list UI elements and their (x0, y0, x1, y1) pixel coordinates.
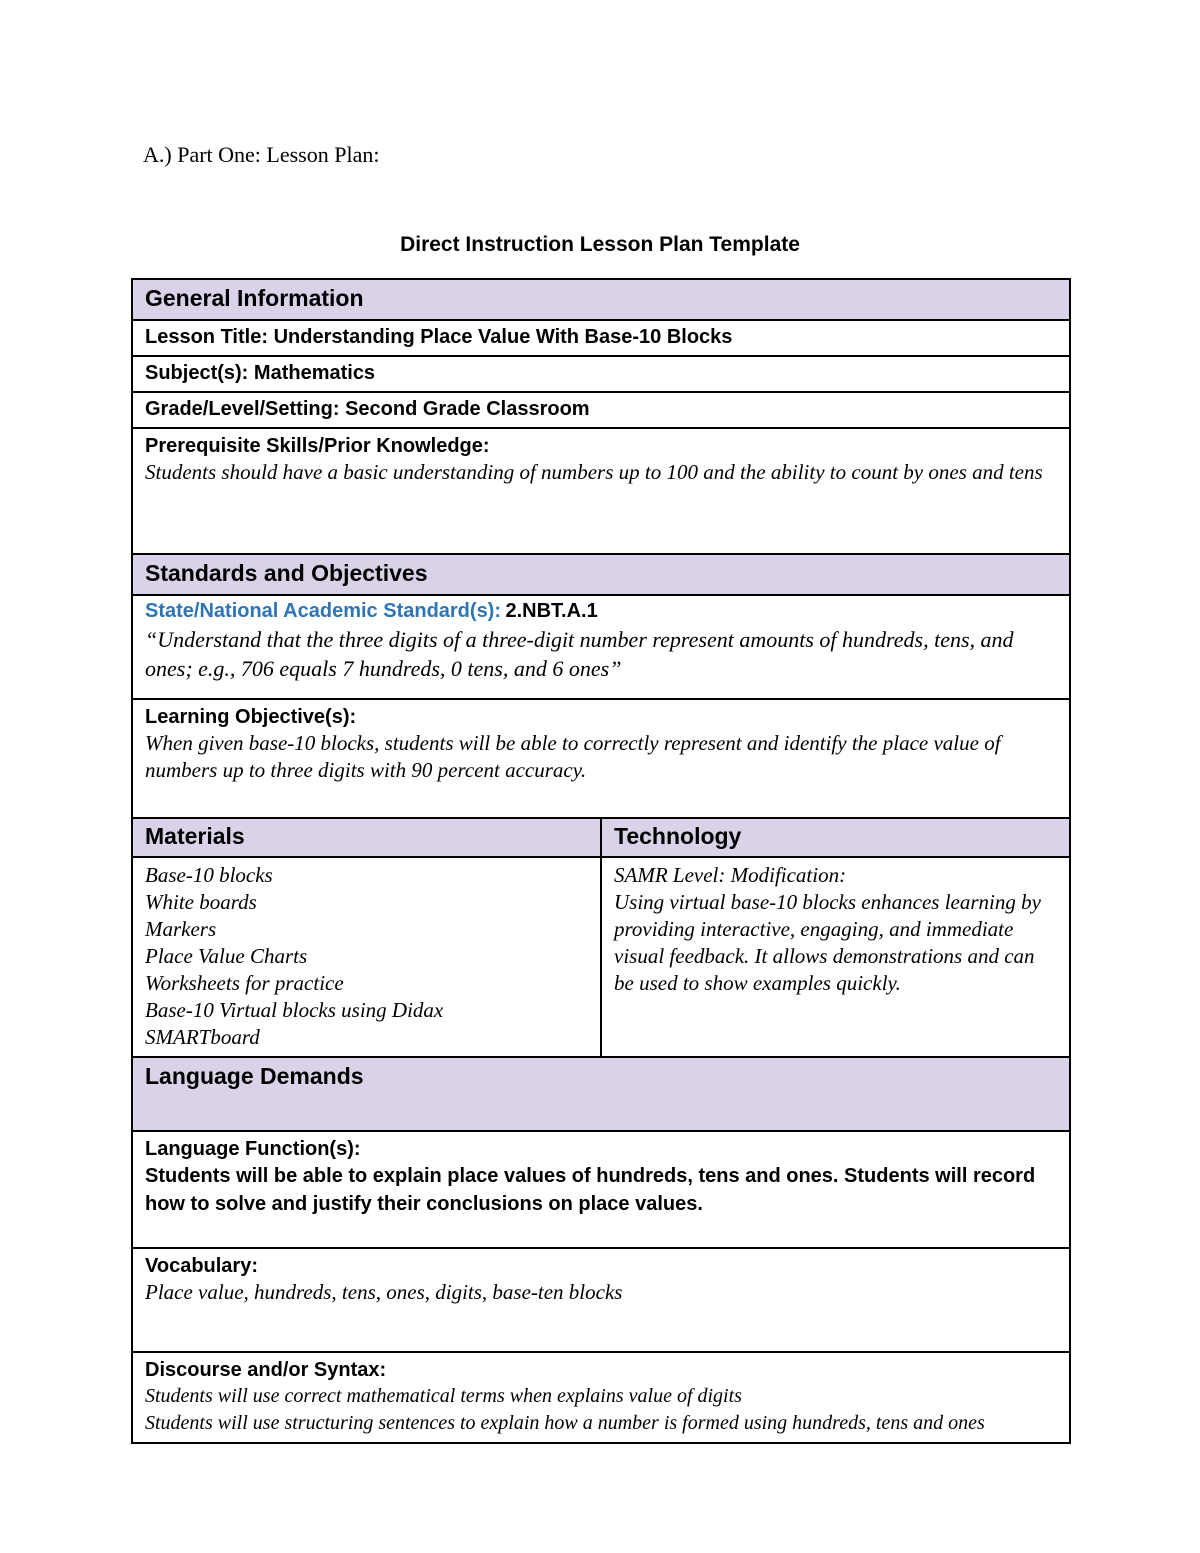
language-function-text: Students will be able to explain place values of hundreds, tens and ones. Students will record how to solve and justify their conclusions on place values. (145, 1165, 1036, 1215)
standard-quote: “Understand that the three digits of a three-digit number represent amounts of hundreds, tens, and ones; e.g., 706 equals 7 hundreds, 0 tens, and 6 ones” (145, 627, 1014, 681)
materials-item: Place Value Charts (145, 944, 308, 968)
technology-samr-label: SAMR Level: Modification: (614, 863, 847, 887)
materials-item: Base-10 blocks (145, 863, 273, 887)
prerequisite-label: Prerequisite Skills/Prior Knowledge: (145, 435, 490, 457)
materials-item: White boards (145, 890, 257, 914)
vocabulary-label: Vocabulary: (145, 1255, 258, 1277)
row-learning-objective (133, 700, 1069, 819)
section-header-technology: Technology (602, 819, 1069, 856)
row-subject (133, 357, 1069, 393)
row-materials-technology-content (133, 858, 1069, 1058)
standard-code: 2.NBT.A.1 (505, 600, 598, 622)
materials-item: SMARTboard (145, 1025, 260, 1049)
subject-value: Mathematics (253, 362, 376, 384)
objective-text: When given base-10 blocks, students will be able to correctly represent and identify the place value of numbers up to three digits with 90 percent accuracy. (145, 731, 1001, 782)
section-header-standards-objectives: Standards and Objectives (133, 555, 1069, 596)
language-function-label: Language Function(s): (145, 1138, 361, 1160)
section-header-general-information: General Information (133, 280, 1069, 321)
grade-value: Second Grade Classroom (345, 398, 590, 420)
lesson-title-value: Understanding Place Value With Base-10 Blocks (273, 326, 733, 348)
technology-samr-text: Using virtual base-10 blocks enhances learning by providing interactive, engaging, and immediate visual feedback. It allows demonstrations and can be used to show examples quickly. (614, 890, 1041, 995)
row-language-function (133, 1132, 1069, 1249)
materials-list (133, 858, 602, 1056)
row-vocabulary (133, 1249, 1069, 1353)
prerequisite-text: Students should have a basic understanding of numbers up to 100 and the ability to count by ones and tens (145, 460, 1043, 484)
materials-item: Worksheets for practice (145, 971, 344, 995)
discourse-line-2: Students will use structuring sentences to explain how a number is formed using hundreds, tens and ones (145, 1412, 985, 1434)
row-grade-level-setting (133, 393, 1069, 429)
row-discourse-syntax (133, 1353, 1069, 1442)
standard-label: State/National Academic Standard(s): (145, 600, 502, 622)
materials-item: Base-10 Virtual blocks using Didax (145, 998, 444, 1022)
page-heading: A.) Part One: Lesson Plan: (143, 142, 380, 167)
document-title: Direct Instruction Lesson Plan Template (400, 233, 800, 256)
subject-label: Subject(s): (145, 362, 249, 384)
lesson-plan-table (131, 278, 1071, 1444)
row-prerequisite-skills (133, 429, 1069, 555)
row-materials-technology-headers (133, 819, 1069, 858)
standard-line (145, 600, 1057, 623)
technology-text (602, 858, 1069, 1056)
row-academic-standard (133, 596, 1069, 700)
discourse-label: Discourse and/or Syntax: (145, 1359, 387, 1381)
lesson-title-label: Lesson Title: (145, 326, 268, 348)
discourse-line-1: Students will use correct mathematical terms when explains value of digits (145, 1385, 742, 1407)
section-header-materials: Materials (133, 819, 602, 856)
row-lesson-title (133, 321, 1069, 357)
section-header-language-demands: Language Demands (133, 1058, 1069, 1132)
vocabulary-text: Place value, hundreds, tens, ones, digits, base-ten blocks (145, 1280, 623, 1304)
materials-item: Markers (145, 917, 217, 941)
objective-label: Learning Objective(s): (145, 706, 357, 728)
grade-label: Grade/Level/Setting: (145, 398, 340, 420)
